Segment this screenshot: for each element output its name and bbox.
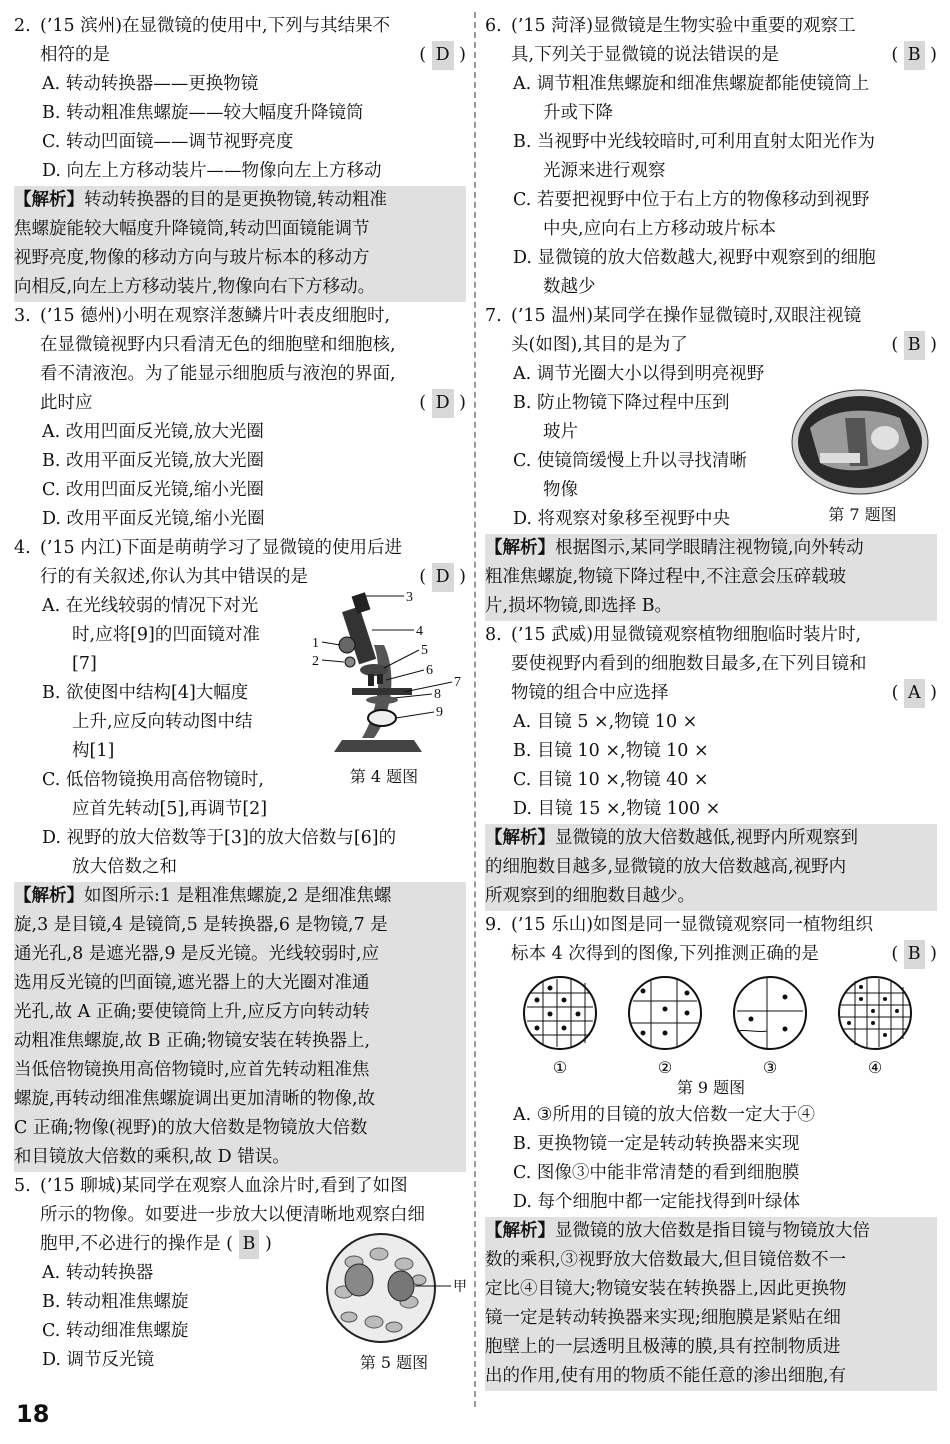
question-text: (’15 温州)某同学在操作显微镜时,双眼注视镜 xyxy=(511,306,862,326)
page-number: 18 xyxy=(16,1400,50,1428)
option-c: C. 转动细准焦螺旋 xyxy=(42,1321,189,1341)
microscope-diagram xyxy=(304,590,464,760)
analysis-block xyxy=(485,1217,937,1391)
option-b: B. 转动粗准焦螺旋——较大幅度升降镜筒 xyxy=(42,103,364,123)
answer: ( B ) xyxy=(891,331,937,360)
analysis-tag: 【解析】 xyxy=(14,886,84,906)
analysis-line: C 正确;物像(视野)的放大倍数是物镜放大倍数 xyxy=(14,1118,368,1138)
analysis-line: 镜一定是转动转换器来实现;细胞膜是紧贴在细 xyxy=(485,1308,841,1328)
analysis-line: 定比④目镜大;物镜安装在转换器上,因此更换物 xyxy=(485,1279,847,1299)
analysis-line: 粗准焦螺旋,物镜下降过程中,不注意会压碎载玻 xyxy=(485,567,847,587)
question-text: (’15 菏泽)显微镜是生物实验中重要的观察工 xyxy=(511,16,856,36)
question-number: 4. xyxy=(14,538,31,558)
option-a: A. 在光线较弱的情况下对光 xyxy=(42,596,259,616)
question-6 xyxy=(485,12,937,302)
option-b: B. 改用平面反光镜,放大光圈 xyxy=(42,451,265,471)
view-label-2: ② xyxy=(657,1058,673,1077)
label-jia: 甲 xyxy=(453,1280,467,1295)
question-8 xyxy=(485,621,937,911)
question-number: 6. xyxy=(485,16,502,36)
question-text: 要使视野内看到的细胞数目最多,在下列目镜和 xyxy=(511,654,867,674)
analysis-line: 的细胞数目越多,显微镜的放大倍数越高,视野内 xyxy=(485,857,847,877)
question-2 xyxy=(14,12,466,302)
blood-smear-figure xyxy=(319,1232,469,1373)
option-a: A. 改用凹面反光镜,放大光圈 xyxy=(42,422,264,442)
analysis-line: 和目镜放大倍数的乘积,故 D 错误。 xyxy=(14,1147,290,1167)
analysis-line: 转动转换器的目的是更换物镜,转动粗准 xyxy=(84,190,388,210)
question-4 xyxy=(14,534,466,1172)
analysis-tag: 【解析】 xyxy=(485,538,555,558)
view-label-4: ④ xyxy=(867,1058,883,1077)
figure-caption: 第 4 题图 xyxy=(349,767,419,786)
question-text: (’15 滨州)在显微镜的使用中,下列与其结果不 xyxy=(40,16,391,36)
option-d: D. 调节反光镜 xyxy=(42,1350,155,1370)
view-label-1: ① xyxy=(552,1058,568,1077)
microscope-figure xyxy=(304,590,464,787)
answer: ( D ) xyxy=(419,41,466,70)
question-text: (’15 德州)小明在观察洋葱鳞片叶表皮细胞时, xyxy=(40,306,391,326)
analysis-block xyxy=(485,534,937,621)
question-text: 具,下列关于显微镜的说法错误的是 xyxy=(511,45,780,65)
figure-caption: 第 9 题图 xyxy=(676,1078,746,1097)
option-c: C. 改用凹面反光镜,缩小光圈 xyxy=(42,480,264,500)
analysis-line: 根据图示,某同学眼睛注视物镜,向外转动 xyxy=(555,538,864,558)
question-text: (’15 内江)下面是萌萌学习了显微镜的使用后进 xyxy=(40,538,403,558)
label-5: 5 xyxy=(421,643,428,658)
analysis-line: 旋,3 是目镜,4 是镜筒,5 是转换器,6 是物镜,7 是 xyxy=(14,915,388,935)
option-c-cont: 物像 xyxy=(543,480,578,500)
figure-caption: 第 7 题图 xyxy=(828,505,897,524)
question-5 xyxy=(14,1172,466,1375)
option-a-cont: [7] xyxy=(72,654,97,674)
analysis-line: 视野亮度,物像的移动方向与玻片标本的移动方 xyxy=(14,248,370,268)
question-text: 头(如图),其目的是为了 xyxy=(511,335,688,355)
option-a: A. 调节粗准焦螺旋和细准焦螺旋都能使镜筒上 xyxy=(513,74,870,94)
option-b: B. 防止物镜下降过程中压到 xyxy=(513,393,730,413)
option-b: B. 欲使图中结构[4]大幅度 xyxy=(42,683,249,703)
analysis-line: 胞壁上的一层透明且极薄的膜,具有控制物质进 xyxy=(485,1337,841,1357)
analysis-block xyxy=(14,882,466,1172)
option-c: C. 低倍物镜换用高倍物镜时, xyxy=(42,770,264,790)
option-a: A. ③所用的目镜的放大倍数一定大于④ xyxy=(513,1105,815,1125)
option-c-cont: 中央,应向右上方移动玻片标本 xyxy=(543,219,777,239)
analysis-tag: 【解析】 xyxy=(485,1221,555,1241)
label-3: 3 xyxy=(406,590,413,605)
question-number: 5. xyxy=(14,1176,31,1196)
question-text: (’15 聊城)某同学在观察人血涂片时,看到了如图 xyxy=(40,1176,408,1196)
answer: ( B ) xyxy=(891,940,937,969)
option-b: B. 更换物镜一定是转动转换器来实现 xyxy=(513,1134,800,1154)
analysis-block xyxy=(14,186,466,302)
analysis-line: 出的作用,使有用的物质不能任意的渗出细胞,有 xyxy=(485,1366,847,1386)
option-b-cont: 上升,应反向转动图中结 xyxy=(72,712,253,732)
analysis-line: 螺旋,再转动细准焦螺旋调出更加清晰的物像,故 xyxy=(14,1089,376,1109)
label-2: 2 xyxy=(312,654,319,669)
option-d-cont: 放大倍数之和 xyxy=(72,857,177,877)
question-text: 行的有关叙述,你认为其中错误的是 xyxy=(40,567,309,587)
question-text: 胞甲,不必进行的操作是 xyxy=(40,1234,221,1254)
figure-caption: 第 5 题图 xyxy=(359,1353,429,1372)
option-c: C. 图像③中能非常清楚的看到细胞膜 xyxy=(513,1163,800,1183)
option-a-cont: 升或下降 xyxy=(543,103,613,123)
question-text: 标本 4 次得到的图像,下列推测正确的是 xyxy=(511,944,819,964)
option-d: D. 将观察对象移至视野中央 xyxy=(513,509,731,529)
analysis-block xyxy=(485,824,937,911)
label-1: 1 xyxy=(312,636,319,651)
question-number: 7. xyxy=(485,306,502,326)
option-d: D. 改用平面反光镜,缩小光圈 xyxy=(42,509,265,529)
question-text: 在显微镜视野内只看清无色的细胞壁和细胞核, xyxy=(40,335,396,355)
answer: ( D ) xyxy=(419,389,466,418)
option-a: A. 转动转换器——更换物镜 xyxy=(42,74,259,94)
cell-views xyxy=(485,973,937,1077)
analysis-line: 显微镜的放大倍数是指目镜与物镜放大倍 xyxy=(555,1221,870,1241)
analysis-line: 向相反,向左上方移动装片,物像向右下方移动。 xyxy=(14,277,376,297)
analysis-line: 所观察到的细胞数目越少。 xyxy=(485,886,695,906)
question-text: 所示的物像。如要进一步放大以便清晰地观察白细 xyxy=(40,1205,425,1225)
analysis-line: 通光孔,8 是遮光器,9 是反光镜。光线较弱时,应 xyxy=(14,944,380,964)
option-d: D. 显微镜的放大倍数越大,视野中观察到的细胞 xyxy=(513,248,876,268)
answer: ( B ) xyxy=(891,41,937,70)
label-8: 8 xyxy=(434,687,441,702)
label-6: 6 xyxy=(426,663,433,678)
column-divider xyxy=(474,12,476,1407)
question-number: 2. xyxy=(14,16,31,36)
option-b: B. 转动粗准焦螺旋 xyxy=(42,1292,189,1312)
view-4 xyxy=(839,977,911,1049)
answer: ( D ) xyxy=(419,563,466,592)
option-c-cont: 应首先转动[5],再调节[2] xyxy=(72,799,268,819)
option-c: C. 使镜筒缓慢上升以寻找清晰 xyxy=(513,451,747,471)
question-7 xyxy=(485,302,937,621)
cell-views-figure xyxy=(485,969,937,1101)
option-a: A. 转动转换器 xyxy=(42,1263,154,1283)
option-b-cont: 玻片 xyxy=(543,422,578,442)
option-c: C. 目镜 10 ×,物镜 40 × xyxy=(513,770,709,790)
option-d: D. 视野的放大倍数等于[3]的放大倍数与[6]的 xyxy=(42,828,397,848)
question-number: 3. xyxy=(14,306,31,326)
analysis-line: 片,损坏物镜,即选择 B。 xyxy=(485,596,673,616)
question-text: 看不清液泡。为了能显示细胞质与液泡的界面, xyxy=(40,364,396,384)
view-label-3: ③ xyxy=(762,1058,778,1077)
question-number: 8. xyxy=(485,625,502,645)
analysis-tag: 【解析】 xyxy=(485,828,555,848)
question-text: (’15 乐山)如图是同一显微镜观察同一植物组织 xyxy=(511,915,874,935)
analysis-line: 焦螺旋能较大幅度升降镜筒,转动凹面镜能调节 xyxy=(14,219,370,239)
question-9 xyxy=(485,911,937,1391)
label-4: 4 xyxy=(416,624,423,639)
question-number: 9. xyxy=(485,915,502,935)
option-a: A. 调节光圈大小以得到明亮视野 xyxy=(513,364,765,384)
answer: ( A ) xyxy=(892,679,937,708)
analysis-line: 如图所示:1 是粗准焦螺旋,2 是细准焦螺 xyxy=(84,886,392,906)
question-text: 相符的是 xyxy=(40,45,110,65)
operator-photo xyxy=(790,388,930,496)
left-column xyxy=(14,12,466,1375)
answer: ( B ) xyxy=(226,1234,272,1254)
analysis-line: 数的乘积,③视野放大倍数最大,但目镜倍数不一 xyxy=(485,1250,847,1270)
analysis-line: 当低倍物镜换用高倍物镜时,应首先转动粗准焦 xyxy=(14,1060,370,1080)
option-d: D. 目镜 15 ×,物镜 100 × xyxy=(513,799,721,819)
option-d: D. 每个细胞中都一定能找得到叶绿体 xyxy=(513,1192,801,1212)
analysis-tag: 【解析】 xyxy=(14,190,84,210)
option-d-cont: 数越少 xyxy=(543,277,596,297)
option-b-cont: 光源来进行观察 xyxy=(543,161,666,181)
question-text: 物镜的组合中应选择 xyxy=(511,683,669,703)
question-text: (’15 武威)用显微镜观察植物细胞临时装片时, xyxy=(511,625,862,645)
option-a-cont: 时,应将[9]的凹面镜对准 xyxy=(72,625,260,645)
option-c: C. 转动凹面镜——调节视野亮度 xyxy=(42,132,294,152)
option-b: B. 目镜 10 ×,物镜 10 × xyxy=(513,741,709,761)
label-7: 7 xyxy=(454,675,461,690)
blood-smear-image xyxy=(319,1232,469,1344)
question-text: 此时应 xyxy=(40,393,93,413)
operator-photo-figure xyxy=(790,388,935,525)
question-3 xyxy=(14,302,466,534)
option-d: D. 向左上方移动装片——物像向左上方移动 xyxy=(42,161,382,181)
view-1 xyxy=(524,977,596,1049)
analysis-line: 动粗准焦螺旋,故 B 正确;物镜安装在转换器上, xyxy=(14,1031,371,1051)
view-2 xyxy=(629,977,701,1049)
label-9: 9 xyxy=(436,705,443,720)
analysis-line: 选用反光镜的凹面镜,遮光器上的大光圈对准通 xyxy=(14,973,370,993)
analysis-line: 光孔,故 A 正确;要使镜筒上升,应反方向转动转 xyxy=(14,1002,370,1022)
option-b: B. 当视野中光线较暗时,可利用直射太阳光作为 xyxy=(513,132,876,152)
view-3 xyxy=(734,977,806,1049)
option-c: C. 若要把视野中位于右上方的物像移动到视野 xyxy=(513,190,870,210)
option-b-cont: 构[1] xyxy=(72,741,115,761)
analysis-line: 显微镜的放大倍数越低,视野内所观察到 xyxy=(555,828,859,848)
option-a: A. 目镜 5 ×,物镜 10 × xyxy=(513,712,698,732)
right-column xyxy=(485,12,937,1391)
